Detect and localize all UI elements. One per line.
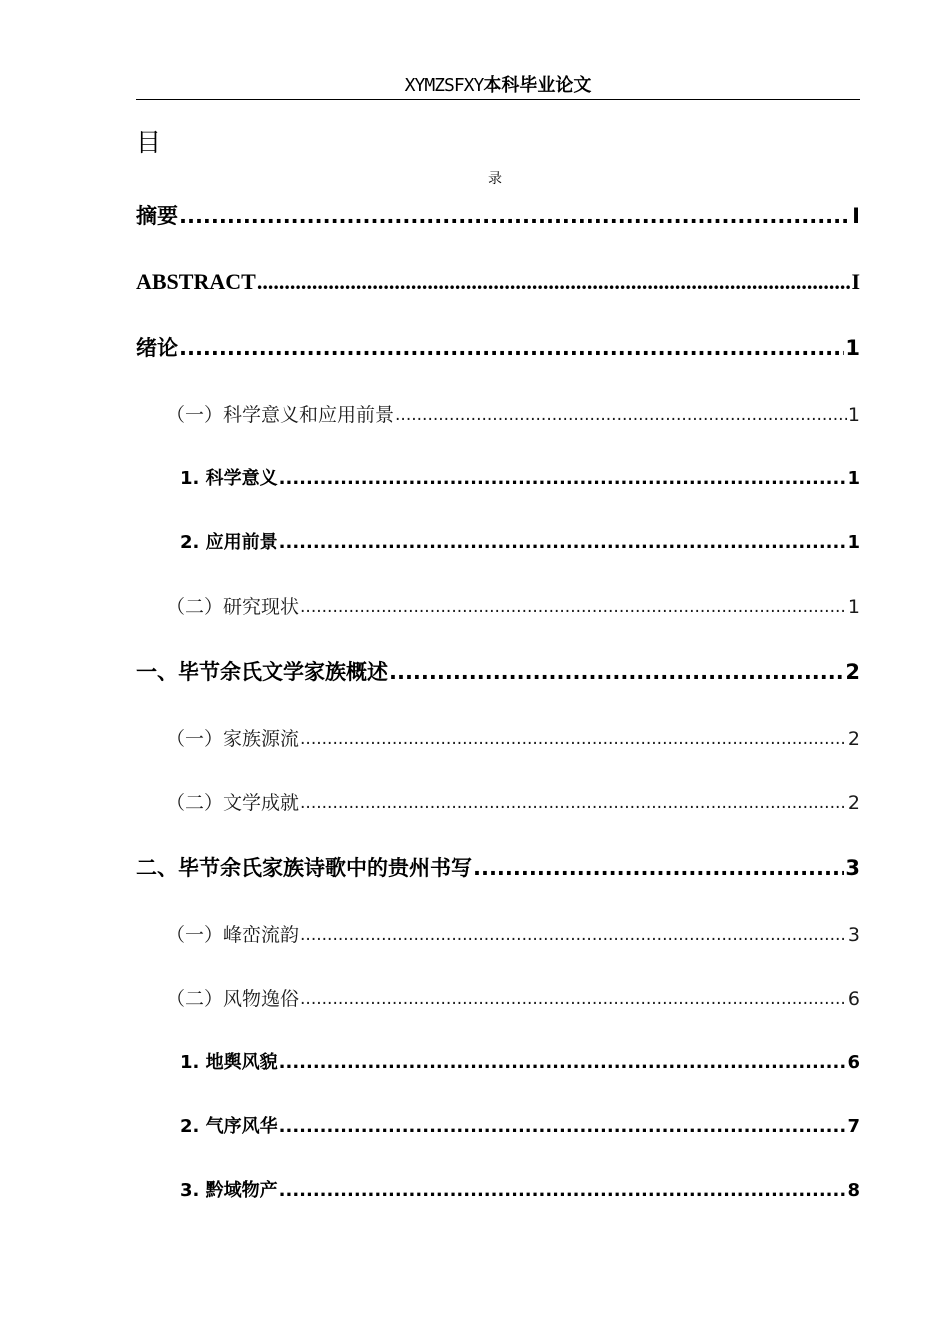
dot-leader bbox=[300, 922, 847, 948]
toc-entry-title: （二）文学成就 bbox=[166, 792, 300, 814]
toc-entry-title: ABSTRACT bbox=[136, 269, 256, 294]
dot-leader bbox=[179, 334, 844, 362]
toc-entry-customs[interactable] bbox=[136, 982, 860, 1012]
dot-leader bbox=[279, 466, 847, 492]
dot-leader bbox=[300, 790, 847, 816]
header-title: 本科毕业论文 bbox=[483, 75, 592, 96]
toc-entry-literary-achievements[interactable] bbox=[136, 786, 860, 816]
toc-entry-abstract-en[interactable] bbox=[136, 266, 860, 296]
dot-leader bbox=[279, 530, 847, 556]
toc-entry-title: 绪论 bbox=[136, 336, 178, 360]
toc-entry-geography[interactable] bbox=[136, 1046, 860, 1076]
toc-entry-application-prospects[interactable] bbox=[136, 526, 860, 556]
toc-entry-page: 1 bbox=[845, 336, 860, 360]
toc-entry-title: （一）峰峦流韵 bbox=[166, 924, 300, 946]
toc-entry-page: 2 bbox=[847, 728, 860, 750]
toc-entry-chapter-1[interactable] bbox=[136, 656, 860, 686]
toc-heading-second-char: 录 bbox=[488, 171, 502, 187]
toc-entry-page: 1 bbox=[847, 596, 860, 618]
toc-entry-title: （一）家族源流 bbox=[166, 728, 300, 750]
toc-entry-page: 1 bbox=[847, 468, 860, 489]
toc-entry-page: 6 bbox=[847, 988, 860, 1010]
toc-entry-research-status[interactable] bbox=[136, 590, 860, 620]
dot-leader bbox=[279, 1178, 847, 1204]
dot-leader bbox=[300, 594, 847, 620]
toc-entry-abstract-cn[interactable] bbox=[136, 200, 860, 230]
toc-entry-significance[interactable] bbox=[136, 398, 860, 428]
toc-entry-page: 2 bbox=[847, 792, 860, 814]
toc-entry-page: I bbox=[851, 269, 860, 294]
toc-entry-title: 2. 气序风华 bbox=[180, 1116, 278, 1137]
toc-entry-title: （二）研究现状 bbox=[166, 596, 300, 618]
header-code: XYMZSFXY bbox=[404, 75, 484, 96]
toc-entry-page: 2 bbox=[845, 660, 860, 684]
toc-entry-title: 3. 黔域物产 bbox=[180, 1180, 278, 1201]
dot-leader bbox=[300, 986, 847, 1012]
toc-entry-mountains[interactable] bbox=[136, 918, 860, 948]
dot-leader bbox=[279, 1114, 847, 1140]
toc-entry-page: 1 bbox=[847, 532, 860, 553]
toc-entry-page: 6 bbox=[847, 1052, 860, 1073]
toc-entry-introduction[interactable] bbox=[136, 332, 860, 362]
toc-entry-page: 1 bbox=[847, 404, 860, 426]
toc-entry-title: （二）风物逸俗 bbox=[166, 988, 300, 1010]
toc-entry-title: 2. 应用前景 bbox=[180, 532, 278, 553]
toc-entry-title: 摘要 bbox=[136, 204, 178, 228]
toc-entry-page: 3 bbox=[845, 856, 860, 880]
toc-entry-seasons[interactable] bbox=[136, 1110, 860, 1140]
toc-entry-page: I bbox=[852, 204, 860, 228]
dot-leader bbox=[300, 726, 847, 752]
toc-entry-family-origin[interactable] bbox=[136, 722, 860, 752]
dot-leader bbox=[395, 402, 847, 428]
toc-entry-page: 7 bbox=[847, 1116, 860, 1137]
toc-entry-page: 8 bbox=[847, 1180, 860, 1201]
toc-entry-title: （一）科学意义和应用前景 bbox=[166, 404, 395, 426]
toc-entry-title: 一、毕节余氏文学家族概述 bbox=[136, 660, 388, 684]
toc-entry-title: 1. 科学意义 bbox=[180, 468, 278, 489]
dot-leader bbox=[257, 268, 851, 296]
toc-entry-products[interactable] bbox=[136, 1174, 860, 1204]
dot-leader bbox=[473, 854, 844, 882]
toc-entry-page: 3 bbox=[847, 924, 860, 946]
dot-leader bbox=[179, 202, 851, 230]
toc-heading-first-char: 目 bbox=[136, 128, 162, 157]
dot-leader bbox=[389, 658, 844, 686]
dot-leader bbox=[279, 1050, 847, 1076]
toc-entry-chapter-2[interactable] bbox=[136, 852, 860, 882]
toc-entry-title: 1. 地舆风貌 bbox=[180, 1052, 278, 1073]
page-header bbox=[136, 72, 860, 100]
toc-entry-title: 二、毕节余氏家族诗歌中的贵州书写 bbox=[136, 856, 472, 880]
toc-entry-scientific-meaning[interactable] bbox=[136, 462, 860, 492]
